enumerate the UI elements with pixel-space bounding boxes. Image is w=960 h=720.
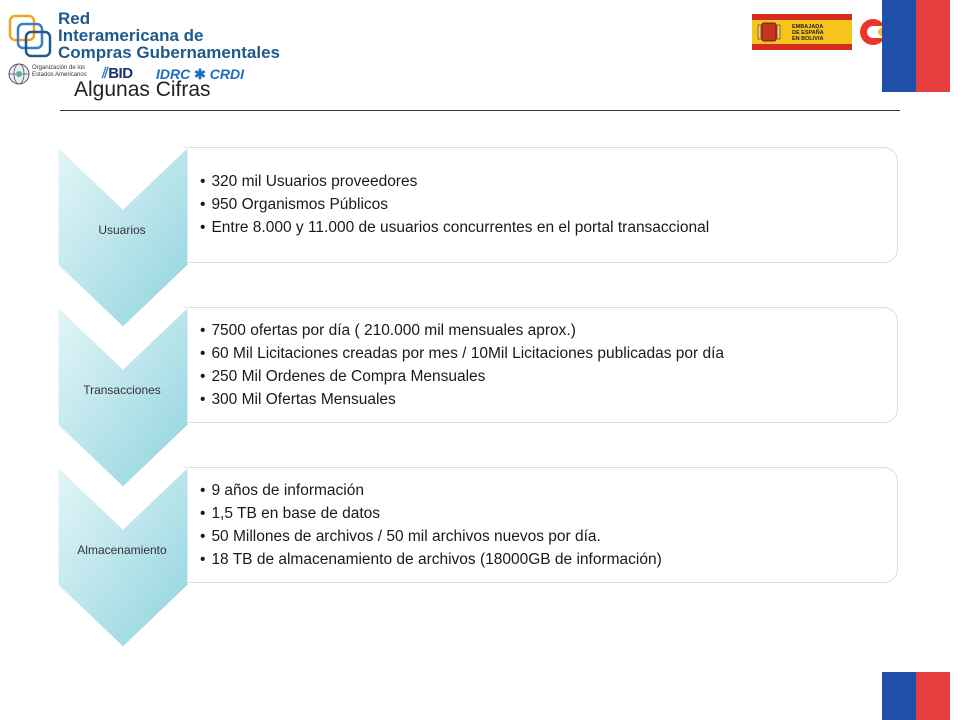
oea-globe-icon: [8, 63, 30, 85]
row-bullets: [200, 319, 724, 411]
bullet-item: • 60 Mil Licitaciones creadas por mes / 10Mil Licitaciones publicadas por día: [200, 342, 724, 365]
page-title: Algunas Cifras: [74, 78, 211, 101]
bullet-item: • 1,5 TB en base de datos: [200, 502, 662, 525]
title-divider: [60, 110, 900, 111]
flag-red-stripe: [916, 672, 950, 720]
bullet-item: • 9 años de información: [200, 479, 662, 502]
row-label: Transacciones: [83, 383, 161, 397]
chevron-shape: [58, 467, 188, 647]
flag-bar-bottom: [882, 672, 950, 720]
bid-logo: ⫽BID: [102, 65, 133, 82]
flag-red-stripe: [916, 0, 950, 92]
org-name-line-3: Compras Gubernamentales: [58, 43, 281, 62]
row-transacciones: [58, 307, 900, 487]
org-name-line-1: Red: [58, 9, 91, 28]
idrc-star-icon: ✱: [194, 66, 206, 82]
spain-text-2: DE ESPAÑA: [792, 30, 824, 36]
bullet-item: • 300 Mil Ofertas Mensuales: [200, 388, 724, 411]
bullet-item: • 7500 ofertas por día ( 210.000 mil mensuales aprox.): [200, 319, 724, 342]
spain-text-3: EN BOLIVIA: [792, 36, 824, 42]
oea-label: Organización de los Estados Americanos: [32, 65, 87, 78]
row-usuarios: [58, 147, 900, 327]
bullet-item: • 320 mil Usuarios proveedores: [200, 170, 709, 193]
red-interamericana-name: [58, 10, 280, 61]
chevron-shape: [58, 147, 188, 327]
chevron-shape: [58, 307, 188, 487]
bullet-item: • Entre 8.000 y 11.000 de usuarios concurrentes en el portal transaccional: [200, 216, 709, 239]
bid-label: BID: [108, 65, 133, 82]
flag-blue-stripe: [882, 0, 916, 92]
crdi-label: CRDI: [209, 66, 244, 82]
row-label: Usuarios: [98, 223, 146, 237]
row-bullets: [200, 479, 662, 571]
bullet-item: • 950 Organismos Públicos: [200, 193, 709, 216]
row-label: Almacenamiento: [77, 543, 167, 557]
bullet-item: • 250 Mil Ordenes de Compra Mensuales: [200, 365, 724, 388]
row-bullets: [200, 170, 709, 239]
red-interamericana-logo: [8, 9, 281, 62]
org-name-line-2: Interamericana de: [58, 26, 204, 45]
spain-embassy-logo: [752, 14, 852, 50]
red-interamericana-emblem-icon: [8, 14, 54, 60]
flag-bar-top: [882, 0, 950, 92]
bullet-item: • 18 TB de almacenamiento de archivos (18000GB de información): [200, 548, 662, 571]
spain-text-1: EMBAJADA: [792, 24, 824, 30]
row-almacenamiento: [58, 467, 900, 647]
idrc-label: IDRC: [156, 66, 191, 82]
flag-blue-stripe: [882, 672, 916, 720]
bullet-item: • 50 Millones de archivos / 50 mil archivos nuevos por día.: [200, 525, 662, 548]
